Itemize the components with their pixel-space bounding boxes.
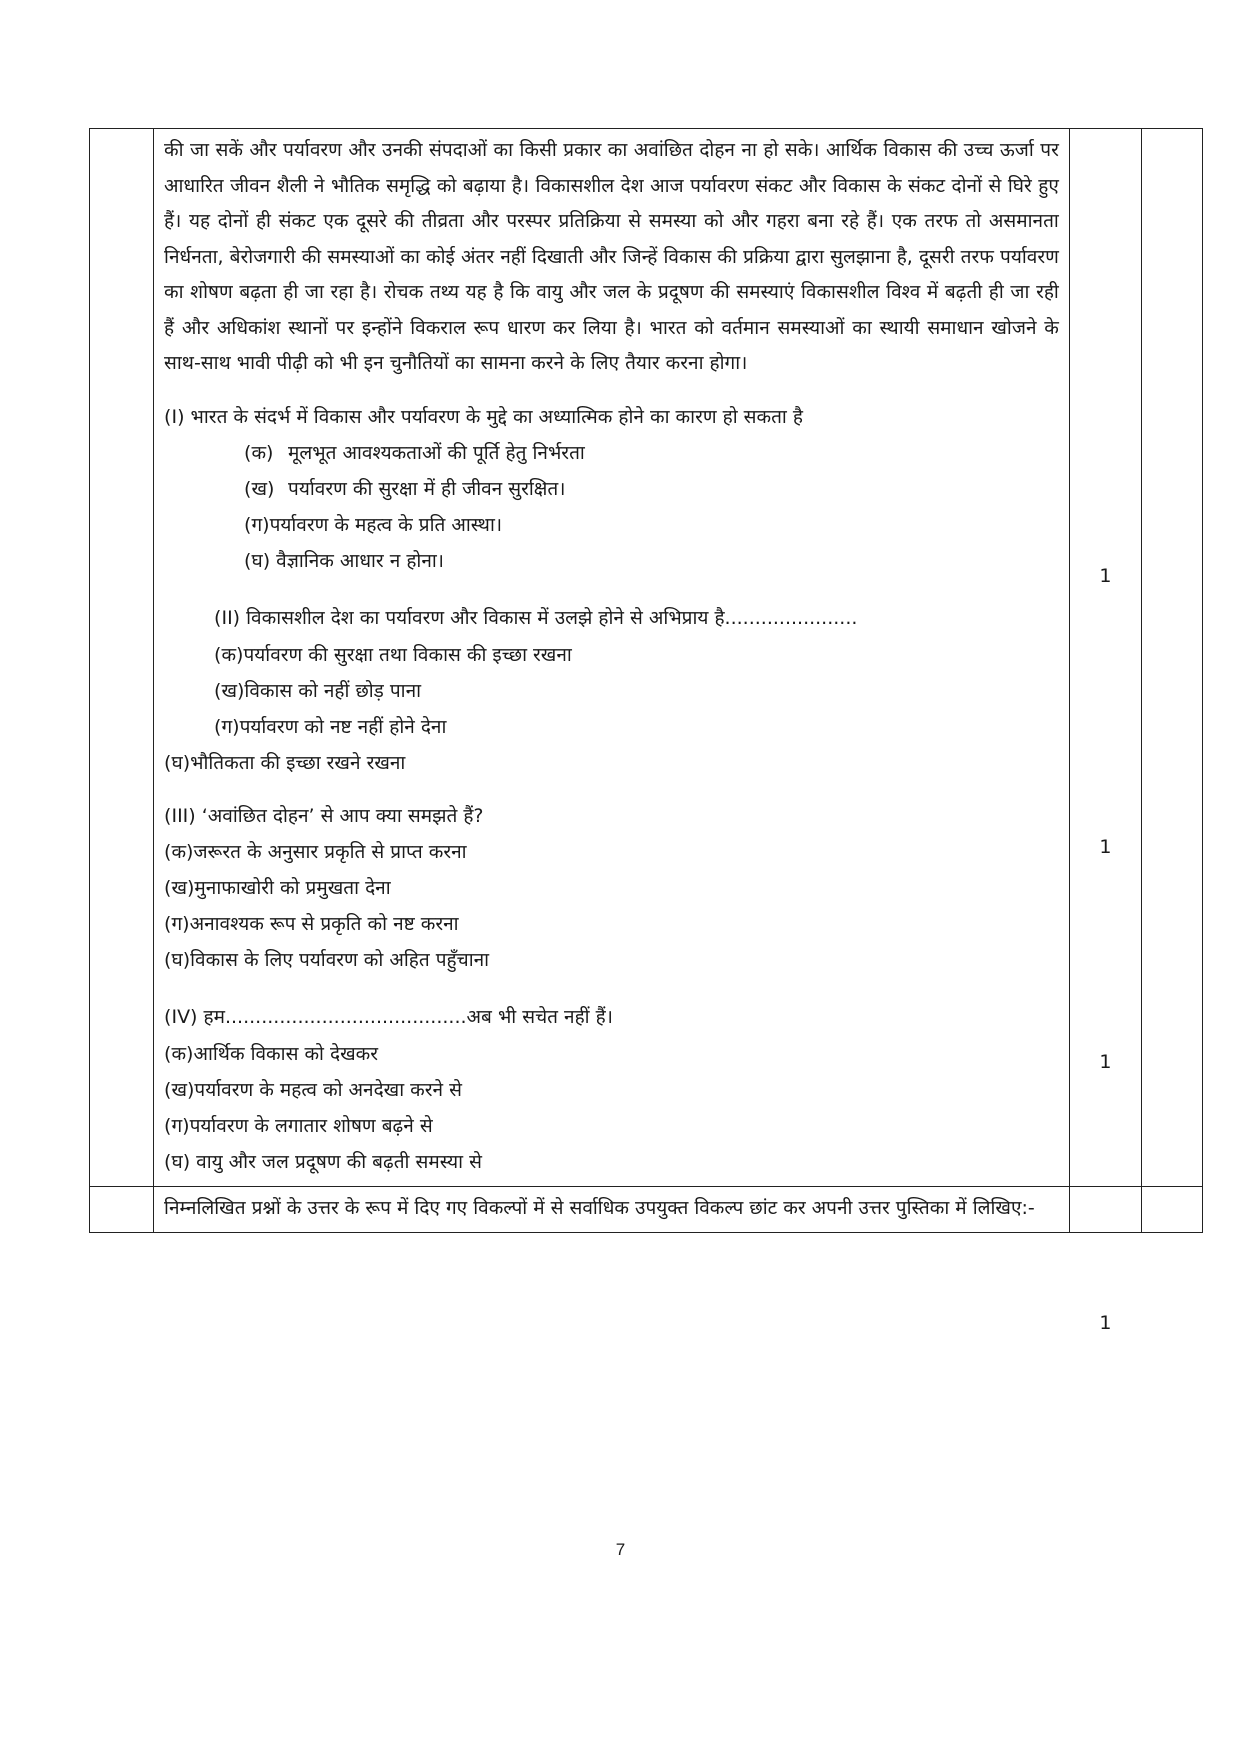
question-1-marks: 1 xyxy=(1099,565,1112,587)
instruction-cell xyxy=(154,1186,1070,1233)
passage-row xyxy=(90,129,1203,1187)
instruction-text: निम्नलिखित प्रश्नों के उत्तर के रूप में दिए गए विकल्पों में से सर्वाधिक उपयुक्त विकल्प छांट कर अपनी उत्तर पुस्तिका में लिखिए:- xyxy=(164,1196,1035,1219)
question-1-option-kha xyxy=(164,471,1059,507)
question-2-marks: 1 xyxy=(1099,836,1112,858)
option-text: मूलभूत आवश्यकताओं की पूर्ति हेतु निर्भरता xyxy=(288,442,585,464)
question-4: (IV) हम........................................अब भी सचेत नहीं हैं। xyxy=(164,1006,613,1028)
marks-cell xyxy=(1069,129,1141,1334)
question-4-option-kha: (ख)पर्यावरण के महत्व को अनदेखा करने से xyxy=(164,1078,462,1101)
question-3: (III) ‘अवांछित दोहन’ से आप क्या समझते हैं? xyxy=(164,804,484,827)
question-1-option-ga: (ग)पर्यावरण के महत्व के प्रति आस्था। xyxy=(244,514,503,536)
instruction-row xyxy=(90,1186,1203,1233)
extra-cell xyxy=(1141,1186,1202,1233)
extra-cell xyxy=(1141,129,1202,1187)
serial-cell xyxy=(90,129,154,1187)
option-label: (क) xyxy=(244,442,274,464)
option-text: पर्यावरण की सुरक्षा में ही जीवन सुरक्षित। xyxy=(288,478,566,500)
question-2-option-kha: (ख)विकास को नहीं छोड़ पाना xyxy=(214,679,422,702)
content-cell xyxy=(154,129,1070,1187)
question-3-option-ka: (क)जरूरत के अनुसार प्रकृति से प्राप्त करना xyxy=(164,841,467,863)
passage-text: की जा सकें और पर्यावरण और उनकी संपदाओं का किसी प्रकार का अवांछित दोहन ना हो सके। आर्थिक विकास की उच्च ऊर्जा पर आधारित जीवन शैली ने भौतिक समृद्धि को बढ़ाया है। विकासशील देश आज पर्यावरण संकट और विकास के संकट दोनों से घिरे हुए हैं। यह दोनों ही संकट एक दूसरे की तीव्रता और परस्पर प्रतिक्रिया से समस्या को और गहरा बना रहे हैं। एक तरफ तो असमानता निर्धनता, बेरोजगारी की समस्याओं का कोई अंतर नहीं दिखाती और जिन्हें विकास की प्रक्रिया द्वारा सुलझाना है, दूसरी तरफ पर्यावरण का शोषण बढ़ता ही जा रहा है। रोचक तथ्य यह है कि वायु और जल के प्रदूषण की समस्याएं विकासशील विश्व में बढ़ती ही जा रही हैं और अधिकांश स्थानों पर इन्होंने विकराल रूप धारण कर लिया है। भारत को वर्तमान समस्याओं का स्थायी समाधान खोजने के साथ-साथ भावी पीढ़ी को भी इन चुनौतियों का सामना करने के लिए तैयार करना होगा। xyxy=(164,139,1059,374)
question-3-marks: 1 xyxy=(1099,1051,1112,1073)
question-3-option-gha: (घ)विकास के लिए पर्यावरण को अहित पहुँचाना xyxy=(164,949,490,971)
question-4-marks: 1 xyxy=(1099,1312,1112,1334)
page-number: 7 xyxy=(615,1540,626,1559)
question-1-option-gha: (घ) वैज्ञानिक आधार न होना। xyxy=(244,550,444,572)
option-label: (ख) xyxy=(244,478,275,500)
question-table xyxy=(89,128,1203,1334)
question-3-option-kha: (ख)मुनाफाखोरी को प्रमुखता देना xyxy=(164,877,391,899)
question-4-option-gha: (घ) वायु और जल प्रदूषण की बढ़ती समस्या से xyxy=(164,1150,482,1173)
question-2-option-gha: (घ)भौतिकता की इच्छा रखने रखना xyxy=(164,751,406,774)
question-3-option-ga: (ग)अनावश्यक रूप से प्रकृति को नष्ट करना xyxy=(164,913,459,935)
question-2: (II) विकासशील देश का पर्यावरण और विकास में उलझे होने से अभिप्राय है...................... xyxy=(214,607,858,629)
marks-cell xyxy=(1069,1186,1141,1233)
serial-cell xyxy=(90,1186,154,1233)
question-4-option-ga: (ग)पर्यावरण के लगातार शोषण बढ़ने से xyxy=(164,1114,433,1137)
question-1: (I) भारत के संदर्भ में विकास और पर्यावरण के मुद्दे का अध्यात्मिक होने का कारण हो सकता है xyxy=(164,405,803,428)
question-2-option-ka: (क)पर्यावरण की सुरक्षा तथा विकास की इच्छा रखना xyxy=(214,643,572,666)
question-4-option-ka: (क)आर्थिक विकास को देखकर xyxy=(164,1042,379,1065)
question-2-option-ga: (ग)पर्यावरण को नष्ट नहीं होने देना xyxy=(214,715,447,738)
question-1-option-ka xyxy=(164,435,1059,471)
